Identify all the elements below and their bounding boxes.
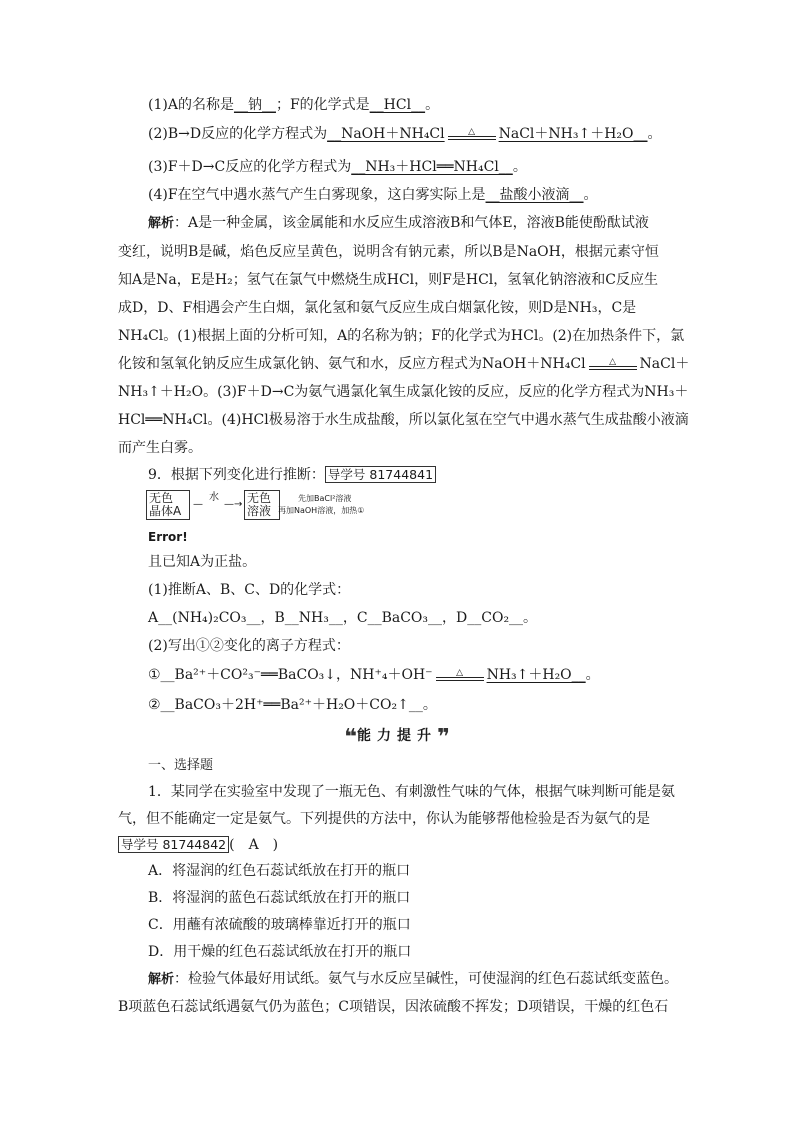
text: 化铵和氢氧化钠反应生成氯化钠、氨气和水，反应方程式为NaOH＋NH₄Cl — [118, 356, 586, 372]
flow-dash: — — [193, 499, 203, 510]
text: 。 — [583, 187, 598, 203]
text: 。 — [425, 97, 440, 113]
q8-explanation-line — [118, 355, 689, 373]
q8-explanation-line — [118, 299, 636, 317]
text: (2)B→D反应的化学方程式为 — [148, 126, 328, 142]
open-quote-icon: ❝ — [344, 725, 357, 750]
q8-line-3 — [148, 158, 527, 176]
explanation-label: 解析 — [148, 216, 175, 231]
heating-condition — [589, 358, 637, 370]
q9-part-1: (1)推断A、B、C、D的化学式： — [148, 582, 351, 598]
section-banner — [0, 725, 794, 750]
text: 。 — [647, 126, 662, 142]
q9-equation-2 — [148, 696, 437, 714]
text: 。 — [422, 697, 437, 713]
q8-explanation-line — [118, 411, 689, 429]
q8-explanation-line — [118, 327, 684, 345]
text: 知A是Na，E是H₂；氢气在氯气中燃烧生成HCl，则F是HCl，氢氧化钠溶液和C反应生 — [118, 272, 658, 288]
text: NH₄Cl。(1)根据上面的分析可知，A的名称为钠；F的化学式为HCl。(2)在加热条件下，氯 — [118, 328, 685, 344]
answer-blank: NH₃↑＋H₂O__ — [486, 667, 586, 683]
option-b: B．将湿润的蓝色石蕊试纸放在打开的瓶口 — [148, 890, 411, 906]
answer-blank: __盐酸小液滴__ — [485, 187, 584, 203]
explanation-label: 解析 — [148, 972, 175, 987]
q1-text: 1．某同学在实验室中发现了一瓶无色、有刺激性气味的气体，根据气味判断可能是氨 — [148, 784, 675, 800]
heating-condition — [436, 669, 484, 681]
text: 变红，说明B是碱，焰色反应呈黄色，说明含有钠元素，所以B是NaOH，根据元素守恒 — [118, 244, 659, 260]
close-quote-icon: ❞ — [437, 725, 450, 750]
text: (3)F＋D→C反应的化学方程式为 — [148, 159, 352, 175]
answer-blank: __NaOH＋NH₄Cl — [327, 126, 445, 142]
heat-symbol: △ — [468, 127, 476, 137]
q9-answers: A__(NH₄)₂CO₃__，B__NH₃__，C__BaCO₃__，D__CO₂__。 — [148, 610, 538, 626]
q8-explanation-line — [118, 439, 202, 457]
text: 。 — [585, 667, 600, 683]
q8-line-1 — [148, 96, 439, 114]
arrow-label: 水 — [209, 492, 219, 503]
equation-text: ①__Ba²⁺＋CO²₃⁻══BaCO₃↓，NH⁺₄＋OH⁻ — [148, 667, 433, 683]
text: 成D，D、F相遇会产生白烟，氯化氢和氨气反应生成白烟氯化铵，则D是NH₃，C是 — [118, 300, 637, 316]
text: (4)F在空气中遇水蒸气产生白雾现象，这白雾实际上是 — [148, 187, 486, 203]
question-code: 导学号 81744842 — [118, 836, 229, 853]
flow-note: 再加NaOH溶液，加热① — [278, 506, 365, 515]
text: ：A是一种金属，该金属能和水反应生成溶液B和气体E，溶液B能使酚酞试液 — [174, 215, 649, 231]
flow-arrow: —→ — [224, 499, 243, 510]
box-crystal-a — [146, 490, 190, 520]
banner-title: 能力提升 — [357, 728, 437, 744]
q8-explanation-line — [118, 383, 688, 401]
heat-symbol: △ — [456, 668, 464, 678]
question-text: 9．根据下列变化进行推断： — [148, 467, 325, 483]
q9-title — [148, 466, 436, 484]
q8-explanation-line — [118, 243, 659, 261]
q8-explanation-line — [148, 214, 649, 233]
box-line: 无色 — [149, 491, 174, 505]
heating-condition — [448, 128, 496, 140]
answer-blank: __HCl__ — [369, 97, 426, 113]
text: NaCl＋ — [639, 356, 690, 372]
text: 而产生白雾。 — [118, 440, 202, 456]
text: ：检验气体最好用试纸。氨气与水反应呈碱性，可使湿润的红色石蕊试纸变蓝色。 — [174, 971, 679, 987]
question-code: 导学号 81744841 — [325, 466, 436, 483]
answer-blank: __钠__ — [233, 97, 276, 113]
q1-explanation-line — [148, 970, 678, 989]
q9-given: 且已知A为正盐。 — [148, 554, 257, 570]
q8-explanation-line — [118, 271, 658, 289]
q9-part-2: (2)写出①②变化的离子方程式： — [148, 638, 350, 654]
heat-symbol: △ — [609, 357, 616, 367]
option-c: C．用蘸有浓硫酸的玻璃棒靠近打开的瓶口 — [148, 917, 411, 933]
box-line: 无色 — [247, 491, 272, 505]
text: 。 — [512, 159, 527, 175]
section-heading: 一、选择题 — [148, 758, 214, 773]
box-line: 溶液 — [247, 504, 272, 518]
q8-line-2 — [148, 125, 662, 143]
box-solution — [244, 490, 280, 520]
answer-blank: __NH₃＋HCl══NH₄Cl__ — [351, 159, 513, 175]
text: ；F的化学式是 — [275, 97, 370, 113]
option-d: D．用干燥的红色石蕊试纸放在打开的瓶口 — [148, 944, 412, 960]
q1-answer: ( A ) — [229, 837, 279, 853]
equation-text: ②__BaCO₃＋2H⁺══Ba²⁺＋H₂O＋CO₂↑__ — [148, 697, 423, 713]
q1-code-line — [118, 836, 278, 854]
box-line: 晶体A — [149, 504, 182, 518]
answer-blank: NaCl＋NH₃↑＋H₂O__ — [498, 126, 648, 142]
text: HCl══NH₄Cl。(4)HCl极易溶于水生成盐酸，所以氯化氢在空气中遇水蒸气生成盐酸小液滴 — [118, 412, 689, 428]
option-a: A．将湿润的红色石蕊试纸放在打开的瓶口 — [148, 863, 411, 879]
q8-line-4 — [148, 186, 598, 204]
error-text: Error! — [148, 530, 188, 544]
q1-text: 气，但不能确定一定是氨气。下列提供的方法中，你认为能够帮他检验是否为氨气的是 — [118, 811, 650, 827]
flow-note: 先加BaCl²溶液 — [298, 494, 352, 503]
q9-equation-1 — [148, 666, 600, 684]
text: (1)A的名称是 — [148, 97, 234, 113]
text: NH₃↑＋H₂O。(3)F＋D→C为氨气遇氯化氧生成氯化铵的反应，反应的化学方程式为NH₃＋ — [118, 384, 689, 400]
q1-explanation-line: B项蓝色石蕊试纸遇氨气仍为蓝色；C项错误，因浓硫酸不挥发；D项错误，干燥的红色石 — [118, 999, 669, 1015]
